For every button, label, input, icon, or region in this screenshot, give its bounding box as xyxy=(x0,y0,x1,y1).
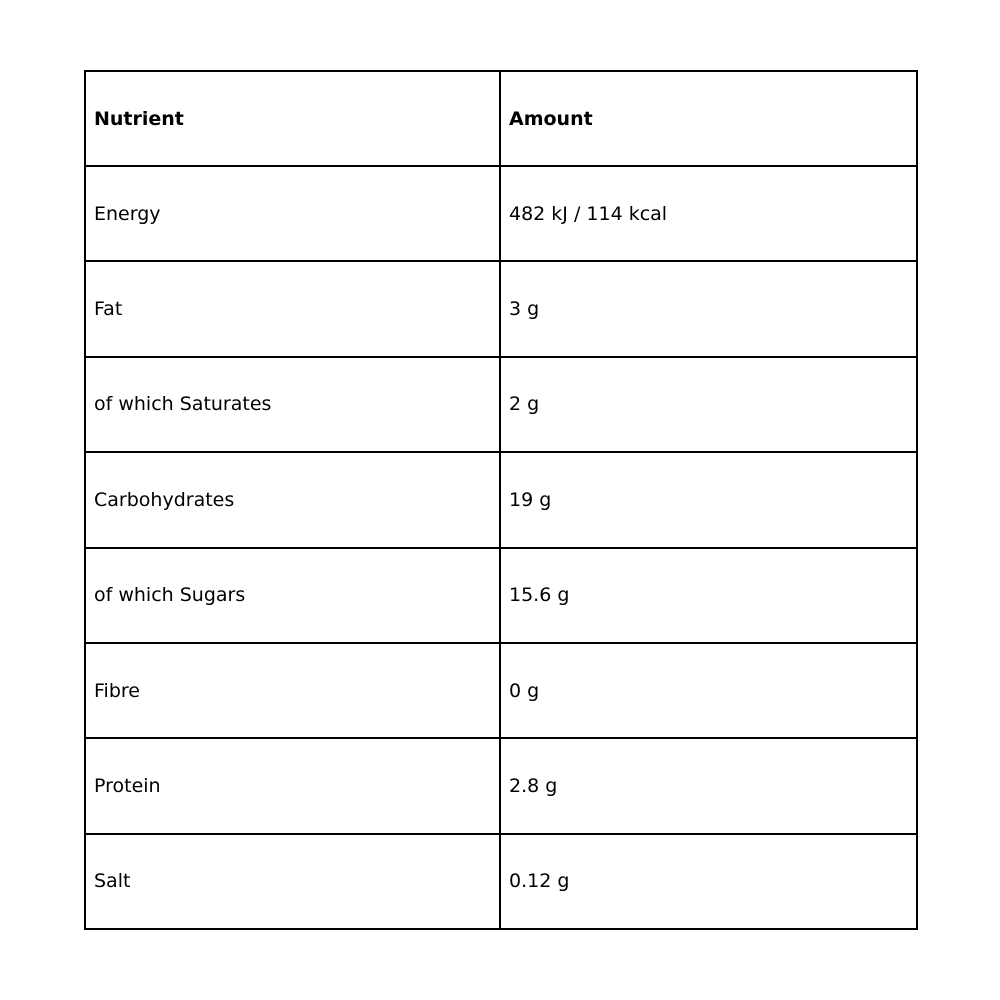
table-row xyxy=(85,643,917,738)
cell-nutrient: of which Sugars xyxy=(85,548,500,643)
table-header xyxy=(85,71,917,166)
header-row xyxy=(85,71,917,166)
table-row xyxy=(85,166,917,261)
cell-nutrient: of which Saturates xyxy=(85,357,500,452)
cell-amount: 0 g xyxy=(500,643,917,738)
table-body xyxy=(85,166,917,929)
cell-amount: 2 g xyxy=(500,357,917,452)
table-row xyxy=(85,357,917,452)
cell-amount: 19 g xyxy=(500,452,917,547)
cell-nutrient: Fibre xyxy=(85,643,500,738)
cell-nutrient: Protein xyxy=(85,738,500,833)
table-row xyxy=(85,261,917,356)
cell-amount: 15.6 g xyxy=(500,548,917,643)
cell-amount: 0.12 g xyxy=(500,834,917,929)
header-amount: Amount xyxy=(500,71,917,166)
table-row xyxy=(85,452,917,547)
cell-nutrient: Carbohydrates xyxy=(85,452,500,547)
header-nutrient: Nutrient xyxy=(85,71,500,166)
cell-nutrient: Fat xyxy=(85,261,500,356)
table-row xyxy=(85,548,917,643)
nutrition-table xyxy=(84,70,918,930)
cell-nutrient: Salt xyxy=(85,834,500,929)
table-row xyxy=(85,834,917,929)
cell-amount: 482 kJ / 114 kcal xyxy=(500,166,917,261)
cell-nutrient: Energy xyxy=(85,166,500,261)
cell-amount: 3 g xyxy=(500,261,917,356)
cell-amount: 2.8 g xyxy=(500,738,917,833)
table-row xyxy=(85,738,917,833)
